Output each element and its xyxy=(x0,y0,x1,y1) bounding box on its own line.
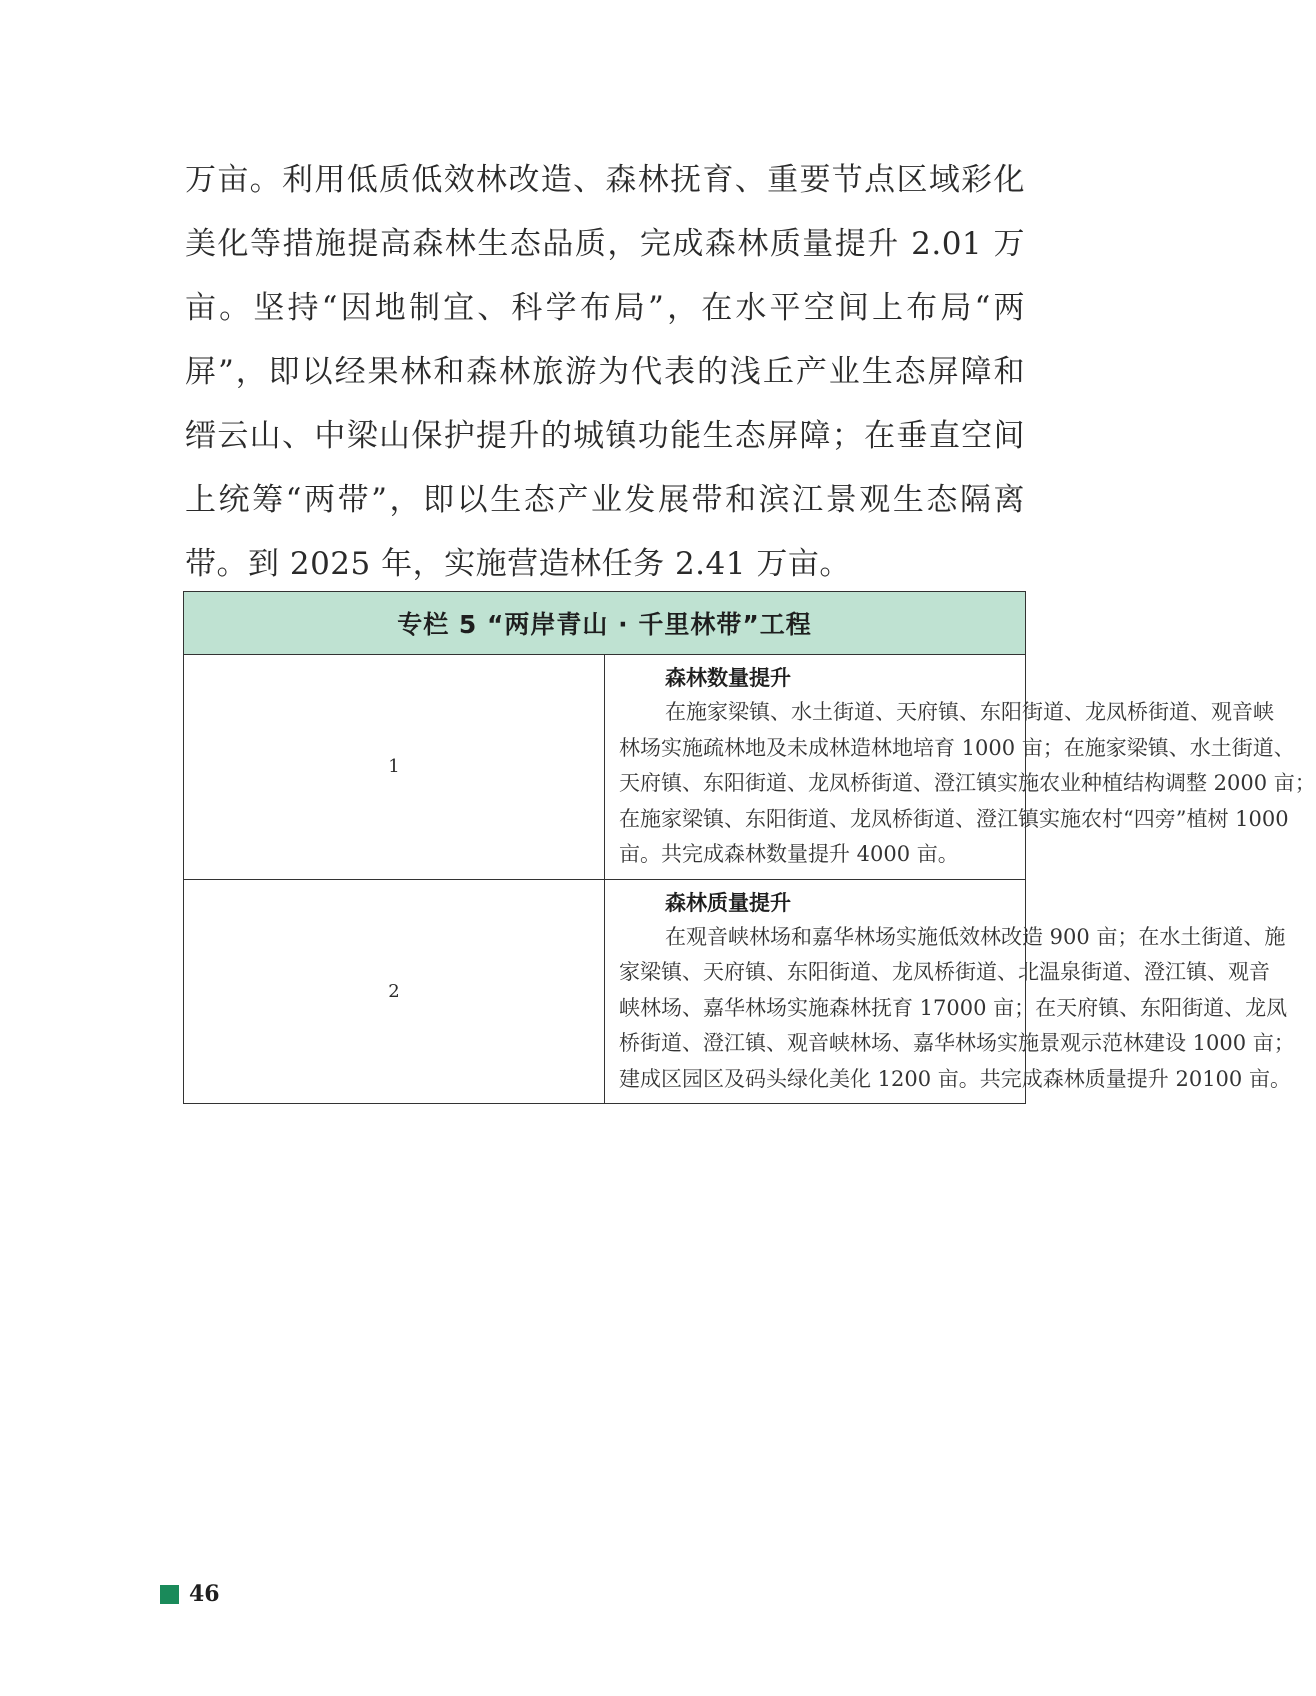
item-line: 建成区园区及码头绿化美化 1200 亩。共完成森林质量提升 20100 亩。 xyxy=(619,1066,1291,1091)
body-line: 万亩。利用低质低效林改造、森林抚育、重要节点区域彩化 xyxy=(185,162,1025,198)
item-line: 家梁镇、天府镇、东阳街道、龙凤桥街道、北温泉街道、澄江镇、观音 xyxy=(619,960,1270,984)
table-row xyxy=(184,879,1026,1104)
item-title: 森林质量提升 xyxy=(665,890,791,915)
row-number: 1 xyxy=(184,655,605,880)
row-content xyxy=(605,655,1316,880)
row-number: 2 xyxy=(184,879,605,1104)
item-line: 林场实施疏林地及未成林造林地培育 1000 亩；在施家梁镇、水土街道、 xyxy=(619,735,1295,760)
box-title: 专栏 5 “两岸青山 · 千里林带”工程 xyxy=(184,592,1026,655)
body-line: 亩。坚持“因地制宜、科学布局”，在水平空间上布局“两 xyxy=(185,290,1025,326)
body-line: 带。到 2025 年，实施营造林任务 2.41 万亩。 xyxy=(185,546,851,582)
row-content xyxy=(605,879,1295,1104)
page-footer xyxy=(160,1581,220,1607)
item-title: 森林数量提升 xyxy=(665,666,791,690)
body-line: 上统筹“两带”，即以生态产业发展带和滨江景观生态隔离 xyxy=(185,482,1025,518)
item-line: 峡林场、嘉华林场实施森林抚育 17000 亩；在天府镇、东阳街道、龙凤 xyxy=(619,995,1288,1020)
page-marker-square xyxy=(160,1585,179,1604)
body-line: 屏”，即以经果林和森林旅游为代表的浅丘产业生态屏障和 xyxy=(185,354,1025,390)
body-line: 缙云山、中梁山保护提升的城镇功能生态屏障；在垂直空间 xyxy=(185,418,1025,454)
item-line: 天府镇、东阳街道、龙凤桥街道、澄江镇实施农业种植结构调整 2000 亩； xyxy=(619,771,1316,795)
item-line: 在施家梁镇、东阳街道、龙凤桥街道、澄江镇实施农村“四旁”植树 1000 xyxy=(619,806,1289,831)
box-header-row xyxy=(184,592,1026,655)
item-line: 桥街道、澄江镇、观音峡林场、嘉华林场实施景观示范林建设 1000 亩； xyxy=(619,1031,1295,1055)
page-number: 46 xyxy=(189,1581,220,1607)
body-line: 美化等措施提高森林生态品质，完成森林质量提升 2.01 万 xyxy=(185,226,1025,262)
feature-box-table xyxy=(183,591,1316,1104)
item-line: 在施家梁镇、水土街道、天府镇、东阳街道、龙凤桥街道、观音峡 xyxy=(665,700,1274,724)
body-paragraph xyxy=(185,148,1025,596)
item-line: 在观音峡林场和嘉华林场实施低效林改造 900 亩；在水土街道、施 xyxy=(665,924,1286,949)
item-line: 亩。共完成森林数量提升 4000 亩。 xyxy=(619,842,959,866)
table-row xyxy=(184,655,1026,880)
